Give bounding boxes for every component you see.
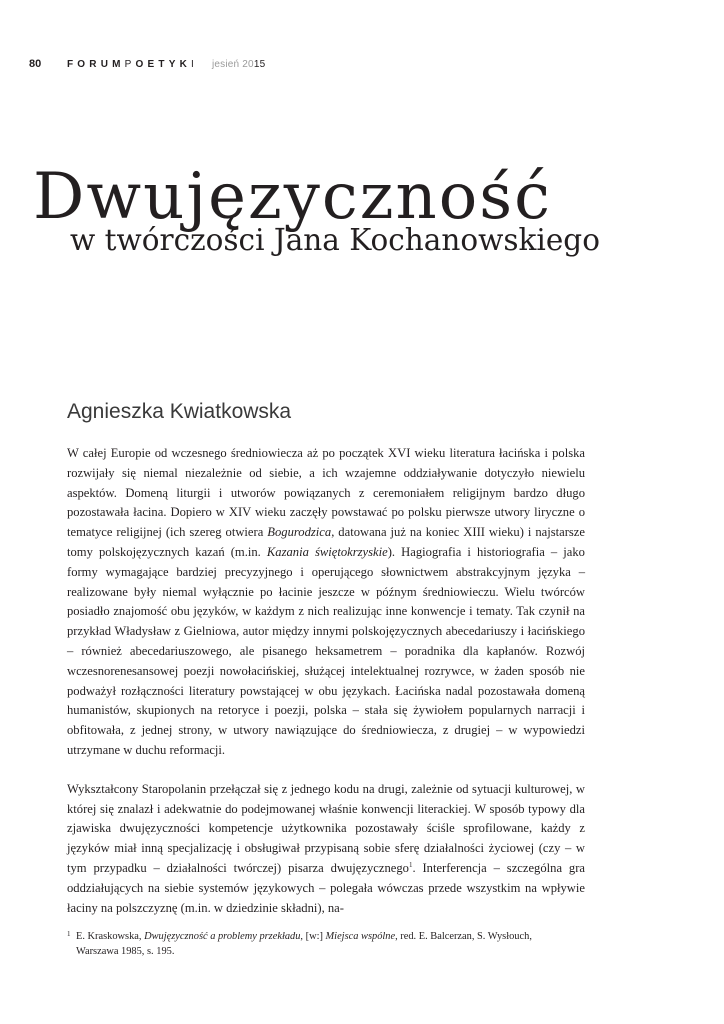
issue-label [212,59,265,70]
footnote-text [67,929,567,959]
journal-name-part: FORUM [67,59,125,70]
issue-year: 15 [253,59,266,70]
italic-title: Kazania świętokrzyskie [266,544,388,559]
journal-name [67,59,198,70]
italic-title: Miejsca wspólne [325,931,396,942]
text-run: E. Kraskowska, [76,931,145,942]
issue-season: jesień 20 [211,59,254,70]
paragraph [67,444,585,761]
running-header [29,58,265,74]
author-name: Agnieszka Kwiatkowska [67,400,292,423]
text-run: , datowana już na koniec XIII wieku) i najstarsze tomy polskojęzycznych kazań (m.in. [67,525,585,559]
page-number: 80 [29,58,42,70]
footnote-reference[interactable]: 1 [408,860,413,869]
text-run: Wykształcony Staropolanin przełączał się z jednego kodu na drugi, zależnie od sytuacji kulturowej, w której się znalazł i adekwatnie do podejmowanej właśnie konwencji literackiej. W sposób typowy dla zjawiska dwujęzyczności kompetencje użytkownika pozostawały ściśle sprofilowane, każdy z języków miał inną specjalizację i obsługiwał przypisaną sobie sferę działalności życiowej (czy – w tym przypadku – działalności twórczej) pisarza dwujęzycznego [67,781,585,875]
text-run: W całej Europie od wczesnego średniowiecza aż po początek XVI wieku literatura łacińska i polska rozwijały się niemal niezależnie od siebie, a ich wzajemne oddziaływanie dotyczyło niewielu aspektów. Domeną liturgii i utworów powiązanych z ceremoniałem religijnym bardzo długo pozostawała łacina. Dopiero w XIV wieku zaczęły powstawać po polsku pierwsze utwory liryczne o tematyce religijnej (ich szereg otwiera [67,446,585,540]
journal-name-part: P [124,59,136,70]
italic-title: Bogurodzica [267,525,332,540]
text-run: , [w:] [300,931,326,942]
footnote [67,929,567,959]
journal-name-part: OETYK [135,59,191,70]
article-title: Dwujęzyczność [33,159,552,234]
text-run: , red. E. Balcerzan, S. Wysłouch, Warszawa 1985, s. 195. [76,931,532,957]
article-subtitle: w twórczości Jana Kochanowskiego [70,223,600,257]
text-run: . Interferencja – szczególna gra oddziałujących na siebie systemów językowych – polegała wówczas przede wszystkim na wpływie łaciny na polszczyznę (m.in. w dziedzinie składni), na- [67,860,585,915]
paragraph [67,780,585,919]
text-run: ). Hagiografia i historiografia – jako formy wymagające bardziej precyzyjnego i operującego słownictwem abstrakcyjnym języka – realizowane były niemal wyłącznie po łacinie jeszcze w późnym średniowieczu. Wielu twórców posiadło znajomość obu języków, w każdym z nich realizując inne konwencje i tematy. Tak czynił na przykład Władysław z Gielniowa, autor między innymi polskojęzycznych abecedariuszy i łacińskiego – również abecedariuszowego, ale pisanego heksametrem – poradnika dla kapłanów. Rozwój wczesnorenesansowej poezji nowołacińskiej, służącej intelektualnej rozrywce, w żaden sposób nie podważył rozłączności literatury powstającej w obu językach. Łacińska nadal pozostawała domeną humanistów, skupionych na retoryce i poezji, polska – stała się żywiołem popularnych narracji i obfitowała, z jednej strony, w utwory nawiązujące do średniowiecza, z drugiej – w wypowiedzi utrzymane w duchu reformacji. [67,544,585,757]
italic-title: Dwujęzyczność a problemy przekładu [144,931,301,942]
article-body [67,444,585,918]
journal-name-part: I [191,59,198,70]
footnote-number: 1 [67,930,71,938]
